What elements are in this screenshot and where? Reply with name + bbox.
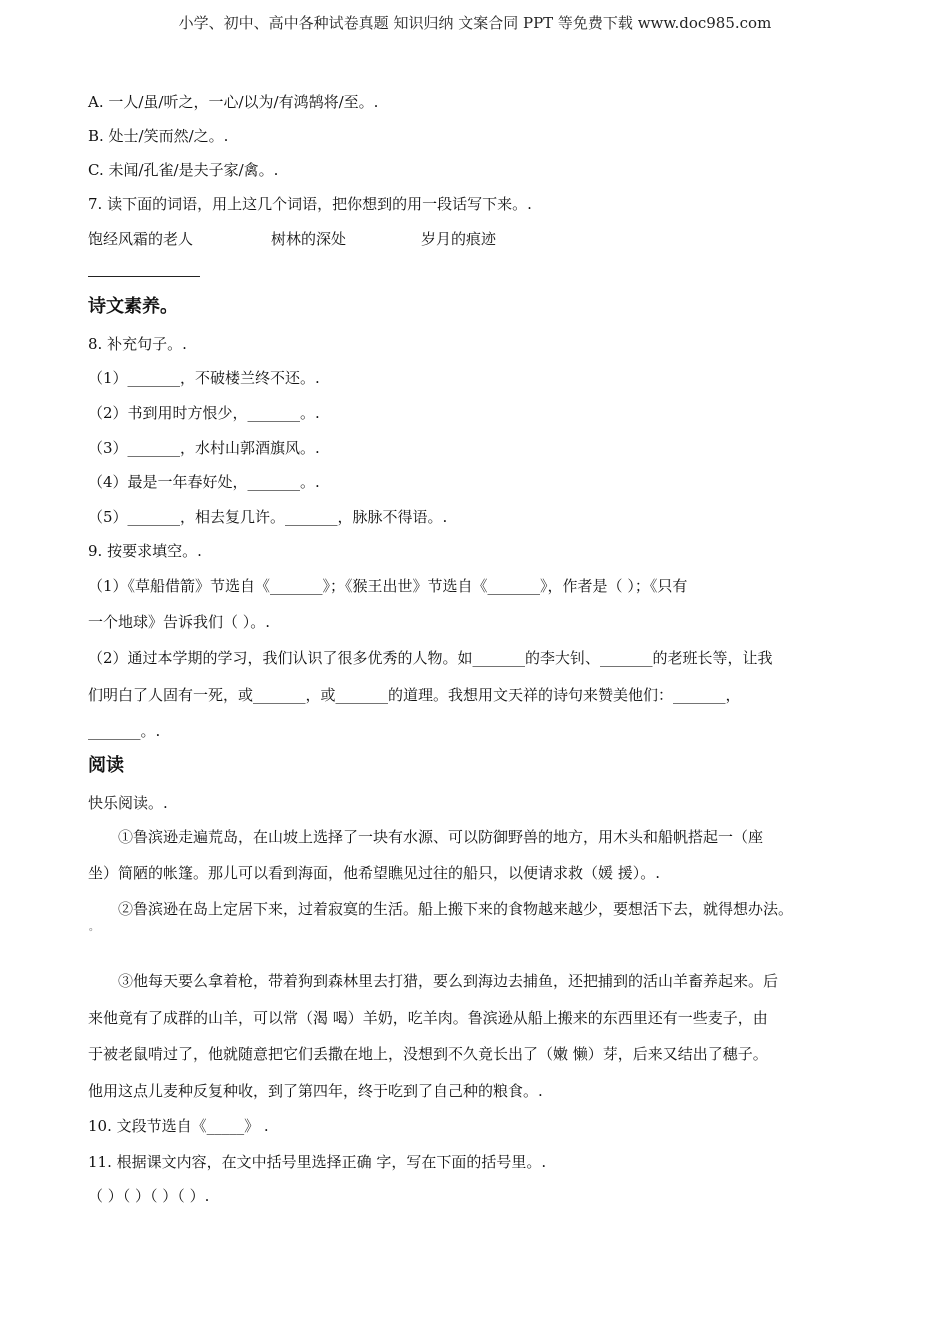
answer-line — [88, 276, 200, 277]
question-8-item-1: （1）_______，不破楼兰终不还。. — [88, 369, 320, 387]
page-header: 小学、初中、高中各种试卷真题 知识归纳 文案合同 PPT 等免费下载 www.doc985.com — [178, 14, 772, 32]
question-8-prompt: 8. 补充句子。. — [88, 335, 187, 353]
question-11-prompt: 11. 根据课文内容，在文中括号里选择正确 字，写在下面的括号里。. — [88, 1153, 547, 1171]
reading-intro: 快乐阅读。. — [88, 794, 168, 812]
paragraph-mark: ˚ — [88, 928, 94, 941]
question-9-part-2-line-2: 们明白了人固有一死，或_______，或_______的道理。我想用文天祥的诗句来赞美他们：_______， — [88, 686, 741, 704]
reading-para-3-line-1: ③他每天要么拿着枪，带着狗到森林里去打猎，要么到海边去捕鱼，还把捕到的活山羊畜养起来。后 — [118, 972, 779, 990]
question-9-part-2-line-3: _______。. — [88, 722, 161, 740]
reading-para-1-line-1: ①鲁滨逊走遍荒岛，在山坡上选择了一块有水源、可以防御野兽的地方，用木头和船帆搭起一（座 — [118, 828, 764, 846]
reading-para-3-line-2: 来他竟有了成群的山羊，可以常（渴 喝）羊奶，吃羊肉。鲁滨逊从船上搬来的东西里还有一些麦子，由 — [88, 1009, 768, 1027]
question-9-part-1-line-2: 一个地球》告诉我们（ ）。. — [88, 613, 271, 631]
word-1: 饱经风霜的老人 — [88, 230, 194, 248]
question-9-part-2-line-1: （2）通过本学期的学习，我们认识了很多优秀的人物。如_______的李大钊、_______的老班长等，让我 — [88, 649, 773, 667]
question-7-words — [88, 229, 496, 249]
question-8-item-3: （3）_______，水村山郭酒旗风。. — [88, 439, 320, 457]
reading-para-3-line-3: 于被老鼠啃过了，他就随意把它们丢撒在地上，没想到不久竟长出了（嫩 懒）芽，后来又结出了穗子。 — [88, 1045, 768, 1063]
question-11-answer-brackets: （ ）（ ）（ ）（ ）. — [88, 1187, 210, 1205]
question-8-item-5: （5）_______，相去复几许。_______，脉脉不得语。. — [88, 508, 448, 526]
word-2: 树林的深处 — [271, 230, 347, 248]
option-a: A. 一人/虽/听之，一心/以为/有鸿鹄将/至。. — [88, 93, 379, 111]
option-c: C. 未闻/孔雀/是夫子家/禽。. — [88, 161, 279, 179]
reading-para-3-line-4: 他用这点儿麦种反复种收，到了第四年，终于吃到了自己种的粮食。. — [88, 1082, 543, 1100]
question-8-item-4: （4）最是一年春好处，_______。. — [88, 473, 320, 491]
option-b: B. 处士/笑而然/之。. — [88, 127, 229, 145]
question-7-prompt: 7. 读下面的词语，用上这几个词语，把你想到的用一段话写下来。. — [88, 195, 532, 213]
question-10: 10. 文段节选自《_____》 . — [88, 1117, 269, 1135]
word-3: 岁月的痕迹 — [421, 230, 497, 248]
section-poetry-heading: 诗文素养。 — [88, 296, 178, 317]
reading-para-2-line-1: ②鲁滨逊在岛上定居下来，过着寂寞的生活。船上搬下来的食物越来越少，要想活下去，就得想办法。 — [118, 900, 794, 918]
question-9-prompt: 9. 按要求填空。. — [88, 542, 202, 560]
question-8-item-2: （2）书到用时方恨少，_______。. — [88, 404, 320, 422]
section-reading-heading: 阅读 — [88, 755, 124, 776]
question-9-part-1-line-1: （1）《草船借箭》节选自《_______》；《猴王出世》节选自《_______》，作者是（ ）；《只有 — [88, 577, 688, 595]
reading-para-1-line-2: 坐）简陋的帐篷。那儿可以看到海面，他希望瞧见过往的船只，以便请求救（媛 援）。. — [88, 864, 661, 882]
